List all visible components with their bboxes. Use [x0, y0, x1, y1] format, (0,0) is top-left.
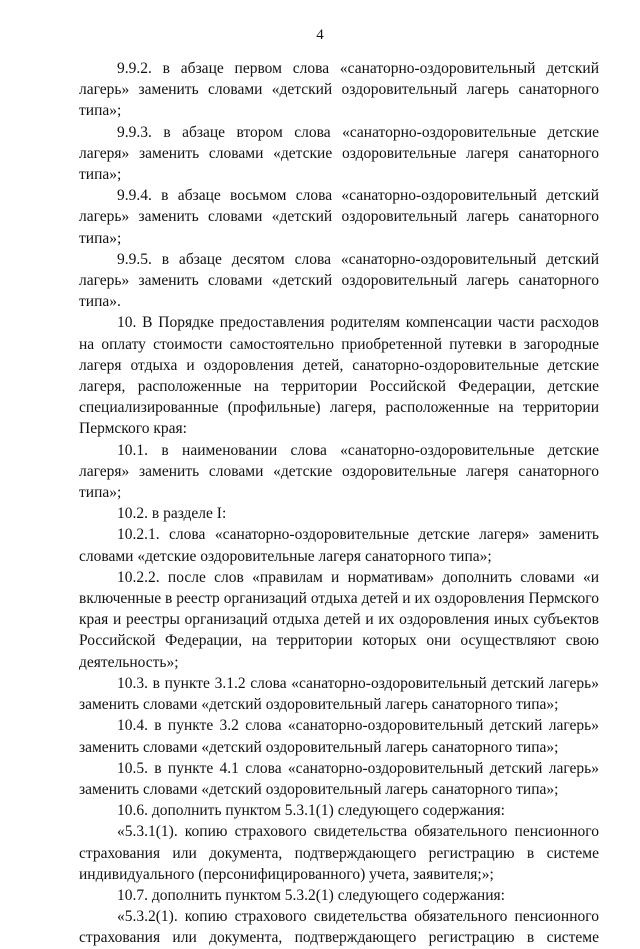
- paragraph-10-2: 10.2. в разделе I:: [117, 505, 227, 523]
- paragraph-10-7: 10.7. дополнить пунктом 5.3.2(1) следующего содержания:: [117, 886, 505, 904]
- paragraph-9-9-2: 9.9.2. в абзаце первом слова «санаторно-оздоровительный детский лагерь» заменить словами «детский оздоровительный лагерь санаторного типа»;: [79, 60, 599, 120]
- paragraph-10-6: 10.6. дополнить пунктом 5.3.1(1) следующего содержания:: [117, 802, 505, 820]
- paragraph-10-5: 10.5. в пункте 4.1 слова «санаторно-оздоровительный детский лагерь» заменить словами «детский оздоровительный лагерь санаторного типа»;: [79, 759, 599, 798]
- paragraph-10-2-1: 10.2.1. слова «санаторно-оздоровительные детские лагеря» заменить словами «детские оздоровительные лагеря санаторного типа»;: [79, 526, 599, 565]
- page-number: 4: [316, 27, 324, 43]
- paragraph-9-9-5: 9.9.5. в абзаце десятом слова «санаторно-оздоровительный детский лагерь» заменить словами «детский оздоровительный лагерь санаторного типа».: [79, 250, 599, 311]
- paragraph-9-9-3: 9.9.3. в абзаце втором слова «санаторно-оздоровительные детские лагеря» заменить словами «детские оздоровительные лагеря санаторного типа»;: [79, 123, 599, 184]
- document-body: [79, 58, 599, 949]
- paragraph-10-1: 10.1. в наименовании слова «санаторно-оздоровительные детские лагеря» заменить словами «детские оздоровительные лагеря санаторного типа»;: [79, 441, 599, 502]
- paragraph-10-3: 10.3. в пункте 3.1.2 слова «санаторно-оздоровительный детский лагерь» заменить словами «детский оздоровительный лагерь санаторного типа»;: [79, 674, 599, 714]
- paragraph-10-4: 10.4. в пункте 3.2 слова «санаторно-оздоровительный детский лагерь» заменить словами «детский оздоровительный лагерь санаторного типа»;: [79, 717, 599, 756]
- paragraph-10-2-2: 10.2.2. после слов «правилам и нормативам» дополнить словами «и включенные в реестр организаций отдыха детей и их оздоровления Пермского края и реестры организаций отдыха детей и их оздоровления иных субъектов Российской Федерации, на территории которых они осуществляют свою деятельность»;: [79, 568, 599, 671]
- paragraph-9-9-4: 9.9.4. в абзаце восьмом слова «санаторно-оздоровительный детский лагерь» заменить словами «детский оздоровительный лагерь санаторного типа»;: [79, 187, 599, 247]
- paragraph-5-3-2-1: «5.3.2(1). копию страхового свидетельства обязательного пенсионного страхования или документа, подтверждающего регистрацию в системе: [79, 908, 599, 947]
- paragraph-10: 10. В Порядке предоставления родителям компенсации части расходов на оплату стоимости самостоятельно приобретенной путевки в загородные лагеря отдыха и оздоровления детей, санаторно-оздоровительные детские лагеря, расположенные на территории Российской Федерации, детские специализированные (профильные) лагеря, расположенные на территории Пермского края:: [79, 314, 599, 438]
- paragraph-5-3-1-1: «5.3.1(1). копию страхового свидетельства обязательного пенсионного страхования или документа, подтверждающего регистрацию в системе индивидуального (персонифицированного) учета, заявителя;»;: [79, 823, 599, 883]
